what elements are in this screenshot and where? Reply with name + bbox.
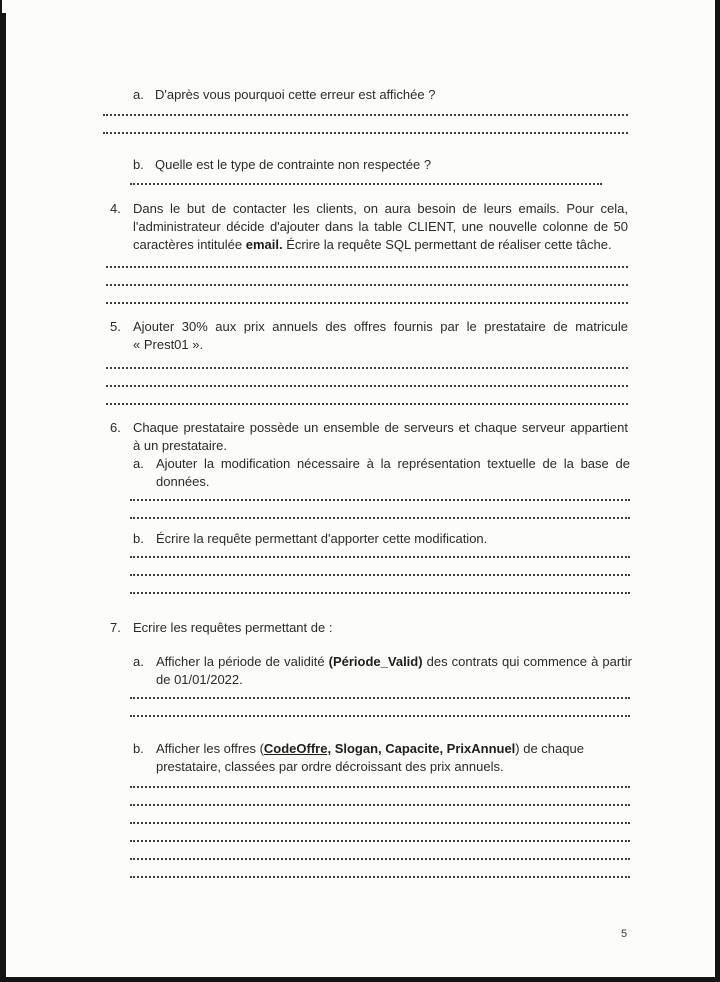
question-item-6b bbox=[133, 530, 630, 548]
question-4-text: Dans le but de contacter les clients, on aura besoin de leurs emails. Pour cela, l'administrateur décide d'ajouter dans la table CLIENT, une nouvelle colonne de 50 caractères intitulée email. Écrire la requête SQL permettant de réaliser cette tâche. bbox=[133, 201, 628, 252]
dotted-answer-line bbox=[106, 284, 628, 286]
dotted-answer-line bbox=[130, 574, 630, 576]
question-7b-text: Afficher les offres (CodeOffre, Slogan, Capacite, PrixAnnuel) de chaque prestataire, classées par ordre décroissant des prix annuels. bbox=[156, 741, 584, 774]
question-7a-text: Afficher la période de validité (Période_Valid) des contrats qui commence à partir de 01/01/2022. bbox=[156, 654, 632, 687]
question-6b-text: Écrire la requête permettant d'apporter cette modification. bbox=[156, 531, 488, 546]
dotted-answer-line bbox=[130, 556, 630, 558]
dotted-answer-line bbox=[130, 840, 630, 842]
question-6-number: 6. bbox=[110, 420, 121, 435]
question-6a-text: Ajouter la modification nécessaire à la représentation textuelle de la base de données. bbox=[156, 456, 630, 489]
question-item-7a bbox=[133, 653, 632, 689]
dotted-answer-line bbox=[130, 822, 630, 824]
answer-lines-a bbox=[103, 114, 628, 134]
question-a-text: D'après vous pourquoi cette erreur est affichée ? bbox=[155, 87, 436, 102]
question-7b-label: b. bbox=[133, 741, 144, 756]
dotted-answer-line bbox=[103, 114, 628, 116]
question-7a-label: a. bbox=[133, 654, 144, 669]
question-item-a bbox=[133, 86, 631, 104]
question-item-b bbox=[133, 156, 631, 174]
answer-lines-5 bbox=[106, 367, 628, 405]
scan-edge-right bbox=[715, 0, 720, 982]
dotted-answer-line bbox=[130, 804, 630, 806]
question-item-6 bbox=[110, 419, 628, 455]
question-4-number: 4. bbox=[110, 201, 121, 216]
dotted-answer-line bbox=[130, 858, 630, 860]
question-item-7b bbox=[133, 740, 603, 776]
dotted-answer-line bbox=[130, 592, 630, 594]
question-item-4 bbox=[110, 200, 628, 254]
page-number: 5 bbox=[621, 928, 628, 940]
dotted-answer-line bbox=[130, 517, 630, 519]
dotted-answer-line bbox=[106, 385, 628, 387]
question-6b-label: b. bbox=[133, 531, 144, 546]
dotted-answer-line bbox=[130, 786, 630, 788]
scan-edge-left bbox=[0, 0, 6, 982]
dotted-answer-line bbox=[106, 403, 628, 405]
dotted-answer-line bbox=[106, 302, 628, 304]
question-7-number: 7. bbox=[110, 620, 121, 635]
answer-lines-7a bbox=[130, 697, 630, 717]
dotted-answer-line bbox=[130, 876, 630, 878]
answer-lines-4 bbox=[106, 266, 628, 304]
question-6-text: Chaque prestataire possède un ensemble de serveurs et chaque serveur appartient à un prestataire. bbox=[133, 420, 628, 453]
answer-lines-6a bbox=[130, 499, 630, 519]
dotted-answer-line bbox=[130, 715, 630, 717]
dotted-answer-line bbox=[106, 367, 628, 369]
answer-lines-7b bbox=[130, 786, 630, 878]
dotted-answer-line bbox=[130, 183, 602, 185]
question-a-label: a. bbox=[133, 87, 144, 102]
dotted-answer-line bbox=[103, 132, 628, 134]
scan-edge-notch bbox=[2, 0, 14, 13]
question-b-label: b. bbox=[133, 157, 144, 172]
question-5-text: Ajouter 30% aux prix annuels des offres fournis par le prestataire de matricule « Prest01 ». bbox=[133, 319, 628, 352]
dotted-answer-line bbox=[130, 499, 630, 501]
answer-lines-6b bbox=[130, 556, 630, 594]
question-6a-label: a. bbox=[133, 456, 144, 471]
question-b-text: Quelle est le type de contrainte non respectée ? bbox=[155, 157, 432, 172]
answer-lines-b bbox=[130, 183, 602, 185]
dotted-answer-line bbox=[106, 266, 628, 268]
question-item-6a bbox=[133, 455, 630, 491]
question-7-text: Ecrire les requêtes permettant de : bbox=[133, 620, 333, 635]
scan-edge-bottom bbox=[0, 977, 720, 982]
question-5-number: 5. bbox=[110, 319, 121, 334]
question-item-7 bbox=[110, 619, 628, 637]
dotted-answer-line bbox=[130, 697, 630, 699]
question-item-5 bbox=[110, 318, 628, 354]
